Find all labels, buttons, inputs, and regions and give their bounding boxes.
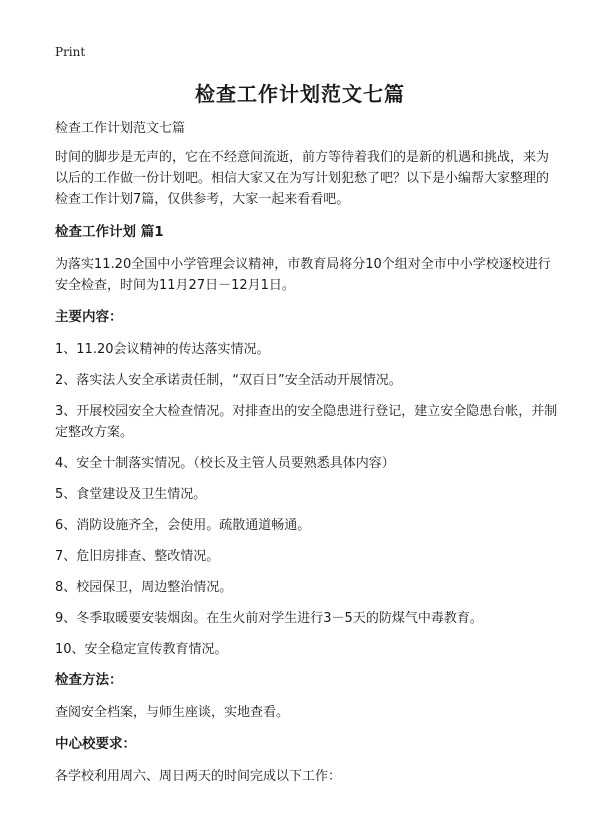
list-item: 8、校园保卫，周边整治情况。 [55, 580, 233, 595]
requirements-heading: 中心校要求： [55, 736, 136, 752]
method-heading: 检查方法： [55, 672, 123, 688]
page-title: 检查工作计划范文七篇 [195, 82, 405, 106]
intro-paragraph: 时间的脚步是无声的，它在不经意间流逝，前方等待着我们的是新的机遇和挑战，来为以后的工作做一份计划吧。相信大家又在为写计划犯愁了吧？以下是小编帮大家整理的检查工作计划7篇，仅供参考，大家一起来看看吧。 [55, 150, 550, 207]
subtitle: 检查工作计划范文七篇 [55, 121, 186, 136]
document-body [55, 118, 560, 798]
requirements-text: 各学校利用周六、周日两天的时间完成以下工作： [55, 769, 342, 784]
section-heading-1: 检查工作计划 篇1 [55, 224, 164, 240]
main-content-heading: 主要内容： [55, 309, 123, 325]
list-item: 2、落实法人安全承诺责任制，“双百日”安全活动开展情况。 [55, 373, 402, 388]
list-item: 9、冬季取暖要安装烟囱。在生火前对学生进行3－5天的防煤气中毒教育。 [55, 611, 483, 626]
list-item: 10、安全稳定宣传教育情况。 [55, 642, 228, 657]
print-label: Print [55, 45, 86, 59]
list-item: 3、开展校园安全大检查情况。对排查出的安全隐患进行登记，建立安全隐患台帐，并制定整改方案。 [55, 404, 558, 440]
list-item: 5、食堂建设及卫生情况。 [55, 487, 207, 502]
list-item: 7、危旧房排查、整改情况。 [55, 549, 220, 564]
section-1-paragraph: 为落实11.20全国中小学管理会议精神，市教育局将分10个组对全市中小学校逐校进行安全检查，时间为11月27日－12月1日。 [55, 257, 551, 293]
method-text: 查阅安全档案，与师生座谈，实地查看。 [55, 705, 290, 720]
list-item: 4、安全十制落实情况。（校长及主管人员要熟悉具体内容） [55, 456, 395, 471]
list-item: 1、11.20会议精神的传达落实情况。 [55, 342, 270, 357]
list-item: 6、消防设施齐全，会使用。疏散通道畅通。 [55, 518, 311, 533]
